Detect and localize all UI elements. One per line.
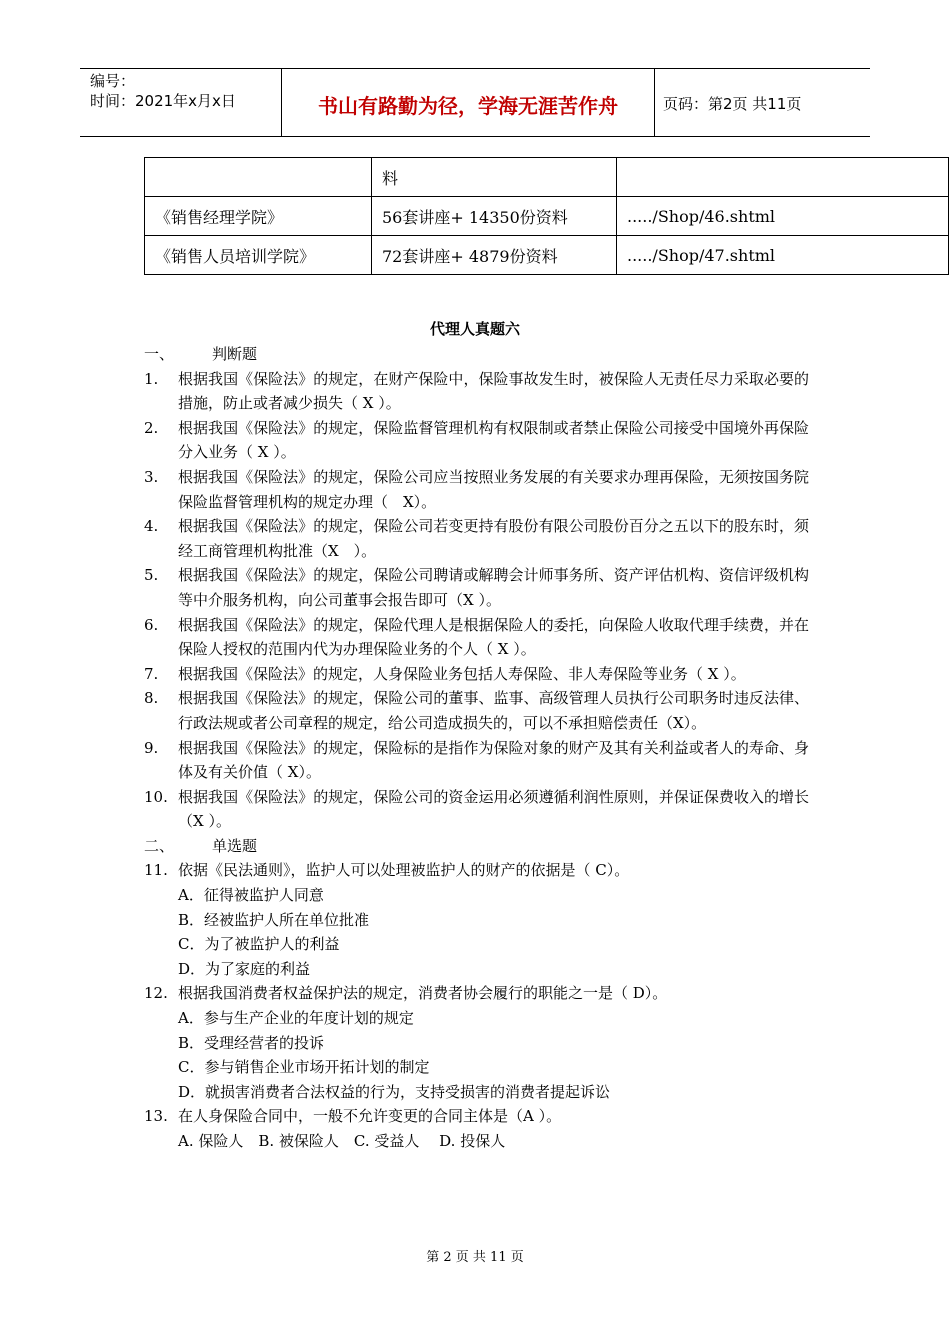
header-divider (654, 68, 655, 136)
question-text: 根据我国《保险法》的规定，保险监督管理机构有权限制或者禁止保险公司接受中国境外再保险分入业务（ X ）。 (178, 418, 809, 462)
question-number: 1. (144, 369, 159, 388)
section-title: 判断题 (212, 345, 258, 363)
answer-option: D．就损害消费者合法权益的行为，支持受损害的消费者提起诉讼 (178, 1082, 611, 1101)
question-item (144, 563, 809, 612)
table-cell: 56套讲座+ 14350份资料 (372, 197, 617, 236)
time-label: 时间：2021年x月x日 (90, 92, 236, 110)
header-meta (90, 71, 236, 111)
question-text: 根据我国《保险法》的规定，人身保险业务包括人寿保险、非人寿保险等业务（ X ）。 (178, 664, 746, 683)
answer-option: A. 保险人 B. 被保险人 C. 受益人 D. 投保人 (178, 1132, 506, 1150)
question-number: 13. (144, 1107, 168, 1126)
table-cell: 72套讲座+ 4879份资料 (372, 236, 617, 275)
question-item (144, 1104, 809, 1129)
question-text: 根据我国《保险法》的规定，保险公司应当按照业务发展的有关要求办理再保险，无须按国务院保险监督管理机构的规定办理（ X）。 (178, 467, 809, 511)
question-item (144, 662, 809, 687)
question-item (144, 785, 809, 834)
question-text: 根据我国消费者权益保护法的规定，消费者协会履行的职能之一是（ D）。 (178, 984, 668, 1003)
question-number: 4. (144, 517, 159, 536)
table-row (145, 197, 949, 236)
question-item (144, 416, 809, 465)
question-item (144, 367, 809, 416)
question-number: 8. (144, 689, 159, 708)
question-item (144, 613, 809, 662)
table-row (145, 236, 949, 275)
table-cell (617, 158, 949, 197)
question-text: 根据我国《保险法》的规定，保险代理人是根据保险人的委托，向保险人收取代理手续费，并在保险人授权的范围内代为办理保险业务的个人（ X ）。 (178, 615, 809, 659)
answer-option: A．参与生产企业的年度计划的规定 (178, 1009, 414, 1028)
answer-option: C．参与销售企业市场开拓计划的制定 (178, 1058, 430, 1077)
question-text: 根据我国《保险法》的规定，保险标的是指作为保险对象的财产及其有关利益或者人的寿命、身体及有关价值（ X）。 (178, 738, 809, 782)
question-item (144, 736, 809, 785)
table-cell (145, 158, 372, 197)
answer-option: A．征得被监护人同意 (178, 886, 324, 905)
answer-option: B．受理经营者的投诉 (178, 1033, 325, 1052)
question-number: 3. (144, 467, 159, 486)
question-text: 在人身保险合同中，一般不允许变更的合同主体是（A ）。 (178, 1107, 562, 1126)
question-number: 2. (144, 418, 159, 437)
question-item (144, 514, 809, 563)
question-number: 9. (144, 738, 159, 757)
answer-option: D．为了家庭的利益 (178, 959, 311, 978)
table-cell: ...../Shop/46.shtml (617, 197, 949, 236)
table-cell: 料 (372, 158, 617, 197)
question-number: 11. (144, 861, 168, 880)
header-top-rule (80, 68, 870, 69)
question-text: 根据我国《保险法》的规定，保险公司的资金运用必须遵循利润性原则，并保证保费收入的增长（X ）。 (178, 787, 809, 831)
answer-option: B．经被监护人所在单位批准 (178, 910, 370, 929)
question-item (144, 465, 809, 514)
question-number: 10. (144, 787, 168, 806)
header-page-info: 页码：第2页 共11页 (663, 95, 802, 113)
document-title: 代理人真题六 (429, 320, 520, 338)
section-heading (144, 834, 809, 859)
question-number: 6. (144, 615, 159, 634)
question-number: 7. (144, 664, 159, 683)
section-title: 单选题 (212, 836, 258, 855)
resource-table (144, 157, 949, 275)
page-footer: 第 2 页 共 11 页 (426, 1250, 524, 1265)
section-number: 二、 (144, 836, 175, 855)
question-item (144, 981, 809, 1006)
question-text: 根据我国《保险法》的规定，保险公司聘请或解聘会计师事务所、资产评估机构、资信评级机构等中介服务机构，向公司董事会报告即可（X ）。 (178, 566, 809, 609)
header-motto: 书山有路勤为径，学海无涯苦作舟 (318, 94, 618, 118)
section-heading (144, 342, 809, 367)
question-text: 根据我国《保险法》的规定，在财产保险中，保险事故发生时，被保险人无责任尽力采取必要的措施，防止或者减少损失（ X ）。 (178, 369, 809, 413)
table-cell: 《销售经理学院》 (145, 197, 372, 236)
table-row (145, 158, 949, 197)
serial-label: 编号： (90, 72, 136, 90)
question-text: 依据《民法通则》，监护人可以处理被监护人的财产的依据是（ C）。 (178, 861, 630, 880)
table-cell: ...../Shop/47.shtml (617, 236, 949, 275)
table-cell: 《销售人员培训学院》 (145, 236, 372, 275)
question-number: 12. (144, 984, 168, 1003)
answer-option: C．为了被监护人的利益 (178, 935, 340, 954)
question-item (144, 858, 809, 883)
header-divider (281, 68, 282, 136)
question-body (144, 342, 809, 1154)
header-bottom-rule (80, 136, 870, 137)
question-text: 根据我国《保险法》的规定，保险公司若变更持有股份有限公司股份百分之五以下的股东时，须经工商管理机构批准（X ）。 (178, 517, 809, 560)
question-item (144, 686, 809, 735)
question-text: 根据我国《保险法》的规定，保险公司的董事、监事、高级管理人员执行公司职务时违反法律、行政法规或者公司章程的规定，给公司造成损失的，可以不承担赔偿责任（X）。 (178, 689, 809, 732)
section-number: 一、 (144, 345, 175, 363)
question-number: 5. (144, 566, 159, 585)
